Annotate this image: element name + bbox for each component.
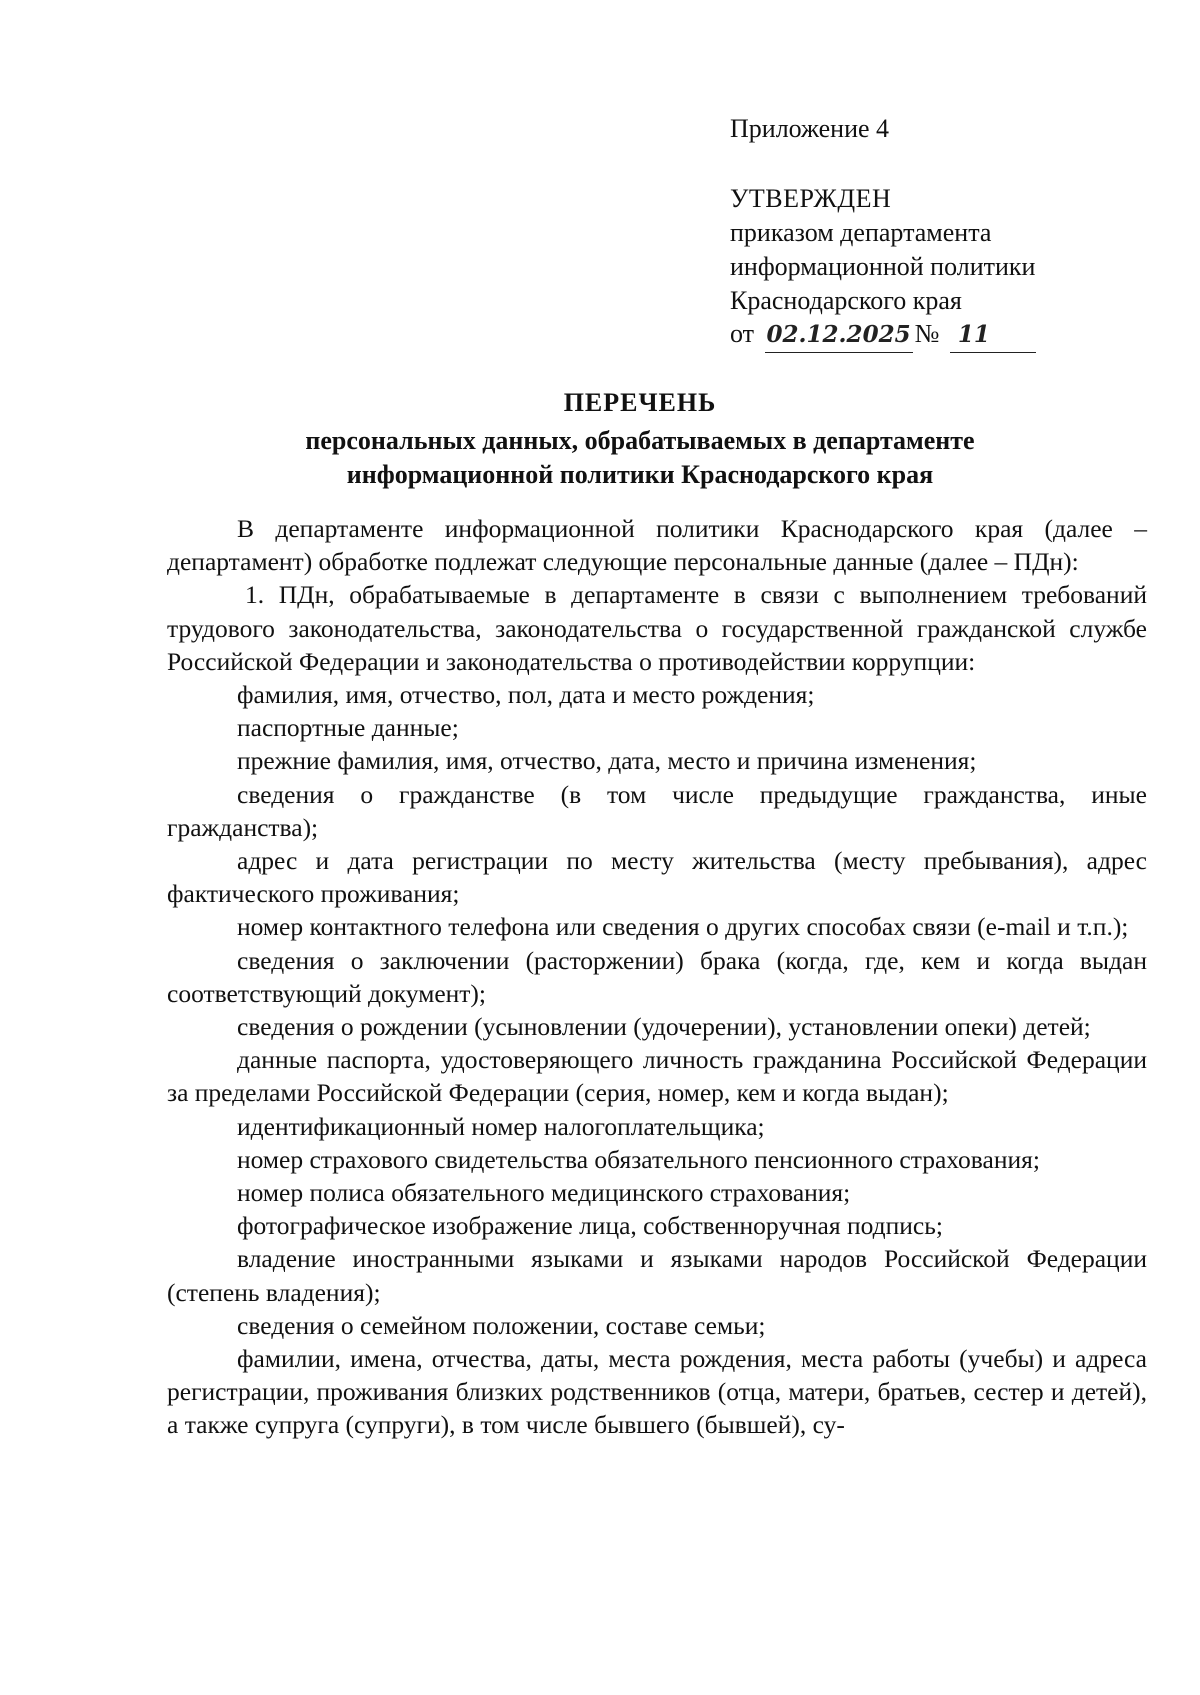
title-subtitle-line: информационной политики Краснодарского края: [346, 460, 934, 489]
document-title: [290, 386, 990, 492]
order-reference: [730, 317, 1036, 353]
list-item: идентификационный номер налогоплательщика;: [237, 1111, 765, 1141]
list-item: прежние фамилия, имя, отчество, дата, место и причина изменения;: [237, 746, 977, 776]
list-item: сведения о заключении (расторжении) брака (когда, где, кем и когда выдан соответствующий документ);: [167, 945, 1147, 1008]
approval-line: информационной политики: [730, 252, 1036, 281]
list-item: фотографическое изображение лица, собственноручная подпись;: [237, 1211, 943, 1241]
list-item: номер полиса обязательного медицинского страхования;: [237, 1178, 851, 1208]
list-item: владение иностранными языками и языками народов Российской Федерации (степень владения);: [167, 1244, 1147, 1307]
list-item: паспортные данные;: [237, 713, 459, 743]
point-1-paragraph: 1. ПДн, обрабатываемые в департаменте в связи с выполнением требований трудового законодательства, законодательства о государственной гражданской службе Российской Федерации и законодательства о противодействии коррупции:: [167, 580, 1147, 676]
title-subtitle-line: персональных данных, обрабатываемых в департаменте: [305, 426, 975, 455]
list-item: данные паспорта, удостоверяющего личность гражданина Российской Федерации за пределами Российской Федерации (серия, номер, кем и когда выдан);: [167, 1045, 1147, 1108]
list-item: фамилии, имена, отчества, даты, места рождения, места работы (учебы) и адреса регистрации, проживания близких родственников (отца, матери, братьев, сестер и детей), а также супруга (супруги), в том числе бывшего (бывшей), су-: [167, 1344, 1147, 1440]
list-item: номер страхового свидетельства обязательного пенсионного страхования;: [237, 1144, 1040, 1174]
order-date-handwritten: 02.12.2025: [765, 318, 913, 353]
appendix-label: Приложение 4: [730, 114, 890, 143]
list-item: фамилия, имя, отчество, пол, дата и место рождения;: [237, 680, 815, 710]
list-item: адрес и дата регистрации по месту жительства (месту пребывания), адрес фактического проживания;: [167, 846, 1147, 909]
list-item: сведения о семейном положении, составе семьи;: [237, 1310, 766, 1340]
order-prefix: от: [730, 319, 755, 348]
order-number-handwritten: 11: [950, 318, 1036, 353]
list-item: сведения о гражданстве (в том числе предыдущие гражданства, иные гражданства);: [167, 779, 1147, 842]
document-body: [167, 512, 1147, 1442]
list-item: сведения о рождении (усыновлении (удочерении), установлении опеки) детей;: [237, 1012, 1091, 1042]
order-number-label: №: [914, 319, 940, 348]
intro-paragraph: В департаменте информационной политики Краснодарского края (далее – департамент) обработке подлежат следующие персональные данные (далее – ПДн):: [167, 514, 1147, 577]
list-item: номер контактного телефона или сведения о других способах связи (e-mail и т.п.);: [237, 912, 1129, 942]
title-heading: ПЕРЕЧЕНЬ: [563, 388, 717, 417]
approval-line: Краснодарского края: [730, 286, 962, 315]
approval-block: [730, 182, 1035, 318]
approved-stamp-title: УТВЕРЖДЕН: [730, 184, 892, 213]
approval-line: приказом департамента: [730, 218, 992, 247]
